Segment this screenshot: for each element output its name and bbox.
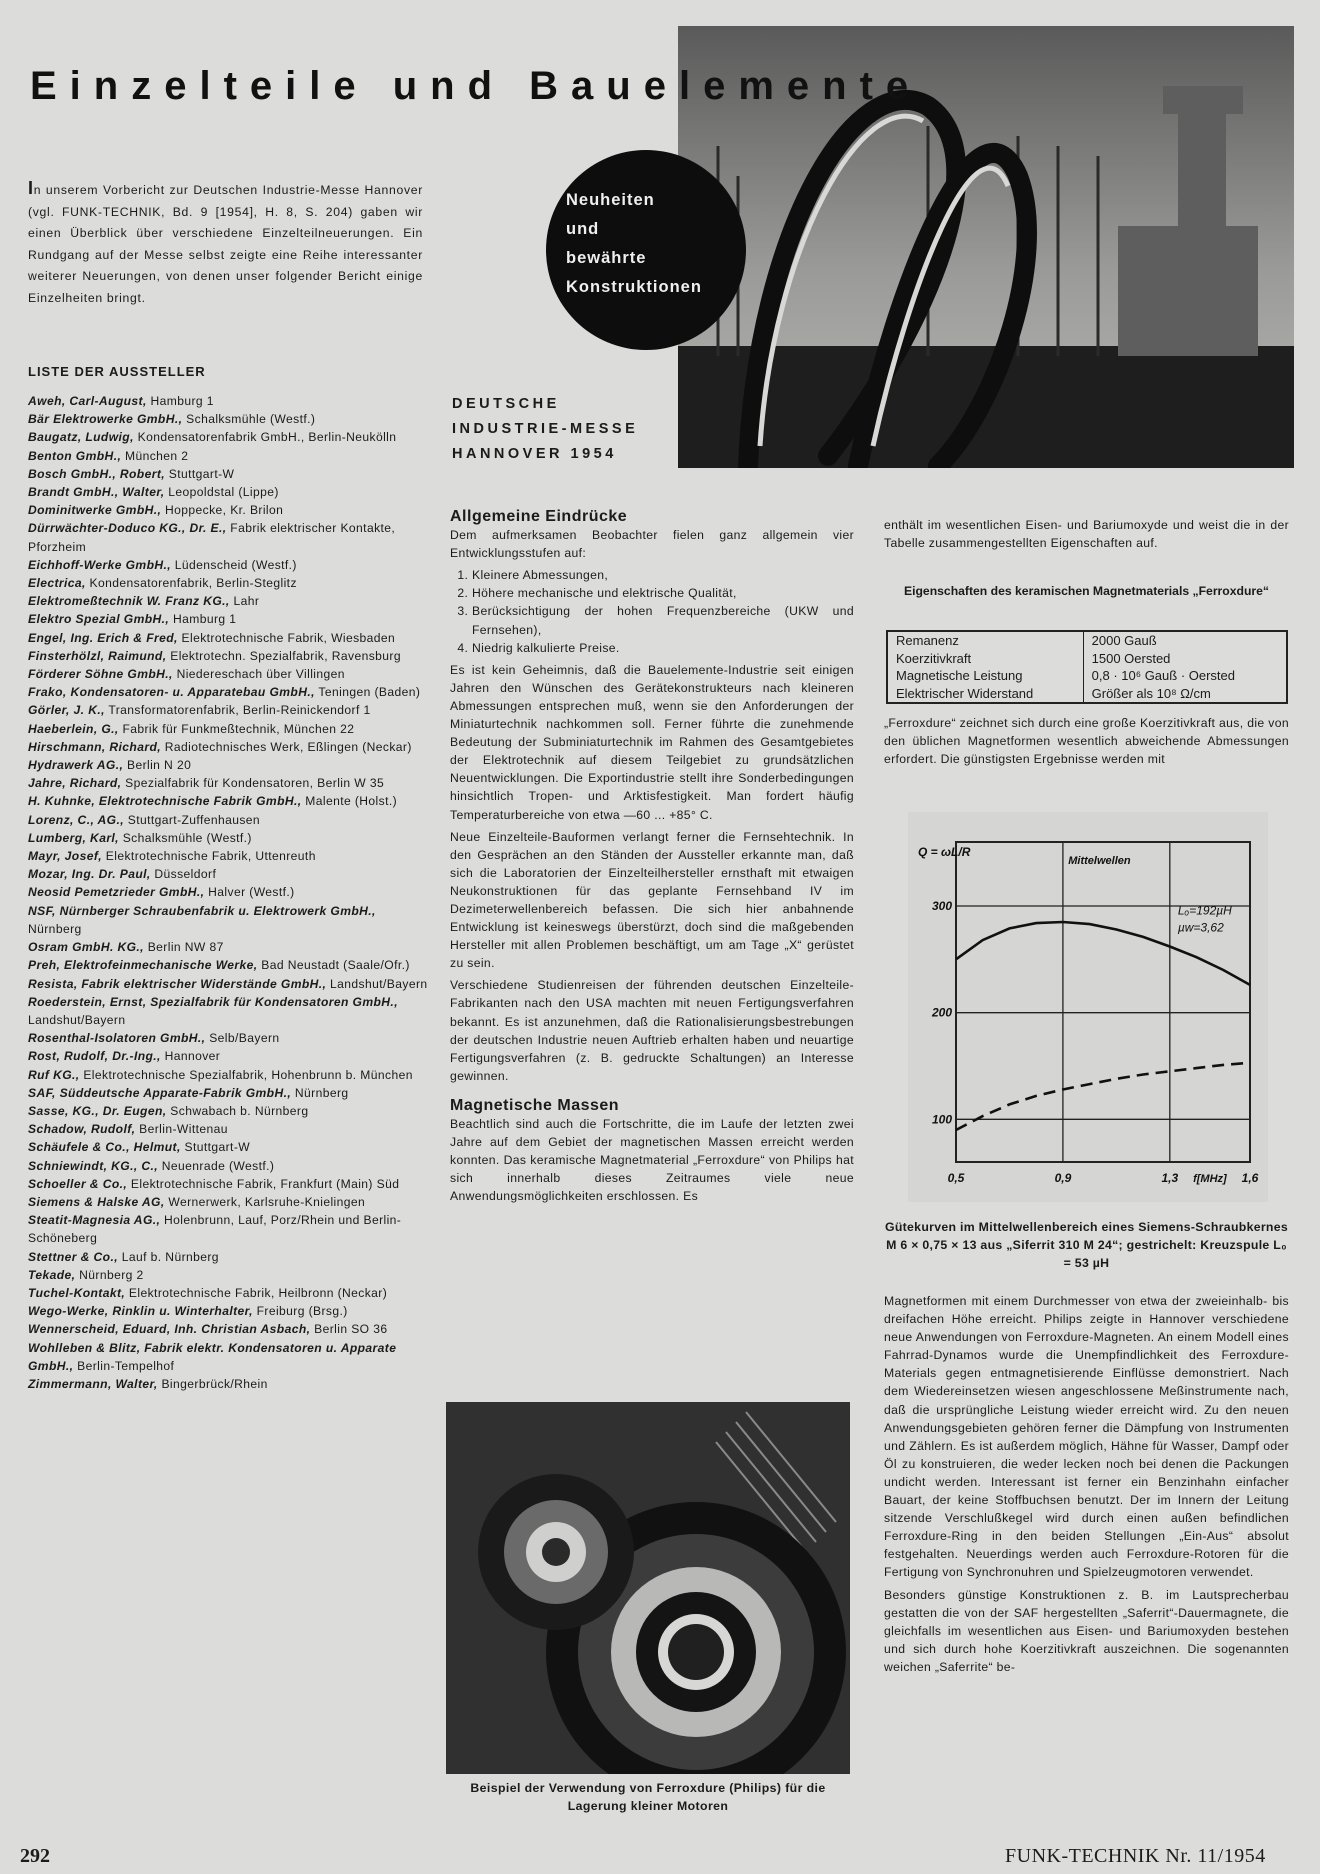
subtitle-circle <box>546 150 746 350</box>
exhibitor-detail: Stuttgart-W <box>165 466 235 481</box>
section-heading: Magnetische Massen <box>450 1096 620 1114</box>
exhibitor-detail: Kondensatorenfabrik, Berlin-Steglitz <box>85 576 297 591</box>
table-cell: Koerzitivkraft <box>887 650 1083 668</box>
development-list <box>450 566 854 656</box>
paragraph: Es ist kein Geheimnis, daß die Bauelemente-Industrie seit einigen Jahren den Wünschen des Gerätekonstrukteurs nach kleineren Abmessungen entsprechen muß, wenn sie den Anforderungen der Miniaturtechnik nachkommen soll. Ferner führte die zunehmende Bedeutung der Subminiaturtechnik im Rahmen des Gesamtgebietes der Elektrotechnik auf diesem Teilgebiet zu grundsätzlichen Neuentwicklungen. Die Exportindustrie stellt ihre Sonderbedingungen hinsichtlich Tropen- und Arktisfestigkeit. Man fordert häufig Temperaturbereiche von etwa —60 ... +85° C. <box>450 662 854 822</box>
paragraph: enthält im wesentlichen Eisen- und Bariumoxyde und weist die in der Tabelle zusammengestellten Eigenschaften auf. <box>884 518 1289 551</box>
exhibitor-detail: Berlin NW 87 <box>143 940 224 955</box>
exhibitor-detail: Schalksmühle (Westf.) <box>182 412 316 427</box>
exhibitor-detail: Lahr <box>229 594 260 609</box>
paragraph: Besonders günstige Konstruktionen z. B. im Lautsprecherbau gestatten die von der SAF hergestellten „Saferrit“-Dauermagnete, die gleichfalls im wesentlichen aus Eisen- und Bariumoxyden bestehen und sich durch hohe Koerzitivkraft auszeichnen. Die sogenannten weichen „Saferrite“ be- <box>884 1587 1289 1674</box>
exhibitor-detail: Hoppecke, Kr. Brilon <box>161 503 284 518</box>
exhibitor-detail: Wernerwerk, Karlsruhe-Knielingen <box>164 1194 366 1209</box>
y-tick-label: 100 <box>931 1112 952 1127</box>
exhibitor-detail: Berlin N 20 <box>123 758 192 773</box>
exhibitor-name: Aweh, Carl-August, <box>28 394 147 408</box>
table-row <box>887 685 1287 704</box>
article-column-2 <box>450 508 854 1209</box>
photo-caption: Beispiel der Verwendung von Ferroxdure (Philips) für die Lagerung kleiner Motoren <box>470 1781 826 1813</box>
exhibitor-name: Lorenz, C., AG., <box>28 812 124 827</box>
exhibitor-item <box>28 1248 428 1266</box>
exhibitor-name: Engel, Ing. Erich & Fred, <box>28 630 178 645</box>
circle-line: bewährte <box>566 249 647 267</box>
exhibitor-name: Steatit-Magnesia AG., <box>28 1213 161 1228</box>
circle-line: Neuheiten <box>566 191 655 209</box>
exhibitor-name: Schniewindt, KG., C., <box>28 1158 159 1173</box>
exhibitor-detail: Nürnberg 2 <box>75 1267 144 1282</box>
exhibitor-name: Elektromeßtechnik W. Franz KG., <box>28 594 230 609</box>
exhibitor-item <box>28 792 428 810</box>
exhibitor-name: Mayr, Josef, <box>28 849 103 864</box>
exhibitor-name: Sasse, KG., Dr. Eugen, <box>28 1103 167 1118</box>
exhibitor-detail: Nürnberg <box>28 921 82 936</box>
exhibitors-heading: LISTE DER AUSSTELLER <box>28 364 206 379</box>
exhibitor-item <box>28 665 428 683</box>
exhibitor-item <box>28 1157 428 1175</box>
exhibitor-name: Ruf KG., <box>28 1067 80 1082</box>
exhibitor-item <box>28 410 428 428</box>
exhibitor-name: Wennerscheid, Eduard, Inh. Christian Asbach, <box>28 1322 311 1337</box>
exhibitor-detail: Schwabach b. Nürnberg <box>166 1103 309 1118</box>
exhibitors-list <box>28 392 428 1393</box>
exhibitor-item <box>28 956 428 974</box>
exhibitor-item <box>28 975 428 993</box>
exhibitor-item <box>28 501 428 519</box>
exhibitor-item <box>28 1302 428 1320</box>
exhibitor-name: Siemens & Halske AG, <box>28 1194 165 1209</box>
exhibitor-name: Dürrwächter-Doduco KG., Dr. E., <box>28 521 227 536</box>
exhibitor-detail: Stuttgart-Zuffenhausen <box>124 812 261 827</box>
exhibitor-item <box>28 938 428 956</box>
page-number: 292 <box>20 1845 50 1867</box>
exhibitor-item <box>28 1084 428 1102</box>
exhibitor-name: Schoeller & Co., <box>28 1176 128 1191</box>
exhibitor-detail: Bingerbrück/Rhein <box>157 1376 268 1391</box>
exhibitor-item <box>28 647 428 665</box>
ferroxdure-motor-photo <box>446 1402 850 1774</box>
table-cell: 1500 Oersted <box>1091 650 1171 666</box>
exhibitor-name: Benton GmbH., <box>28 448 122 463</box>
fair-label-line: DEUTSCHE <box>452 396 560 412</box>
exhibitor-detail: Elektrotechnische Fabrik, Uttenreuth <box>102 849 316 864</box>
exhibitor-detail: Kondensatorenfabrik GmbH., Berlin-Neukölln <box>133 430 397 445</box>
exhibitor-item <box>28 1211 428 1247</box>
exhibitor-detail: Schalksmühle (Westf.) <box>118 830 252 845</box>
intro-paragraph <box>28 178 423 309</box>
list-item: 1. Kleinere Abmessungen, <box>472 566 854 584</box>
exhibitor-name: H. Kuhnke, Elektrotechnische Fabrik GmbH., <box>28 794 302 809</box>
table-cell: 2000 Gauß <box>1091 633 1157 648</box>
exhibitor-name: Lumberg, Karl, <box>28 830 119 845</box>
exhibitor-name: Roederstein, Ernst, Spezialfabrik für Kondensatoren GmbH., <box>28 994 398 1009</box>
paragraph: Beachtlich sind auch die Fortschritte, die im Laufe der letzten zwei Jahre auf dem Gebiet der magnetischen Massen erreicht werden konnten. Das keramische Magnetmaterial „Ferroxdure“ von Philips hat sich innerhalb dieses Zeitraumes viele neue Anwendungsmöglichkeiten erschlossen. Es <box>450 1117 854 1204</box>
exhibitor-item <box>28 392 428 410</box>
exhibitor-item <box>28 1284 428 1302</box>
exhibitor-item <box>28 592 428 610</box>
exhibitor-item <box>28 993 428 1029</box>
exhibitor-name: Zimmermann, Walter, <box>28 1376 158 1391</box>
exhibitor-detail: Spezialfabrik für Kondensatoren, Berlin W 35 <box>121 776 385 791</box>
exhibitor-detail: Bad Neustadt (Saale/Ofr.) <box>257 958 410 973</box>
exhibitor-name: SAF, Süddeutsche Apparate-Fabrik GmbH., <box>28 1085 292 1100</box>
exhibitor-item <box>28 574 428 592</box>
table-row <box>887 631 1287 650</box>
exhibitor-name: Wego-Werke, Rinklin u. Winterhalter, <box>28 1304 253 1319</box>
exhibitor-detail: Freiburg (Brsg.) <box>252 1304 348 1319</box>
drop-cap: I <box>28 178 34 198</box>
list-item: 4. Niedrig kalkulierte Preise. <box>472 639 854 657</box>
exhibitor-name: Mozar, Ing. Dr. Paul, <box>28 867 151 882</box>
section-heading: Allgemeine Eindrücke <box>450 508 628 525</box>
list-item: 3. Berücksichtigung der hohen Frequenzbereiche (UKW und Fernsehen), <box>472 602 854 638</box>
exhibitor-item <box>28 1029 428 1047</box>
exhibitor-item <box>28 829 428 847</box>
exhibitor-item <box>28 629 428 647</box>
exhibitor-item <box>28 1175 428 1193</box>
exhibitor-item <box>28 1320 428 1338</box>
chart-caption: Gütekurven im Mittelwellenbereich eines Siemens-Schraubkernes M 6 × 0,75 × 13 aus „Siferrit 310 M 24“; gestrichelt: Kreuzspule L₀ = 53 µH <box>884 1220 1289 1271</box>
exhibitor-item <box>28 865 428 883</box>
exhibitor-detail: München 2 <box>121 448 189 463</box>
exhibitor-name: Hydrawerk AG., <box>28 758 124 773</box>
exhibitor-item <box>28 483 428 501</box>
exhibitor-name: Wohlleben & Blitz, Fabrik elektr. Kondensatoren u. Apparate GmbH., <box>28 1340 397 1373</box>
exhibitor-detail: Elektrotechnische Fabrik, Heilbronn (Neckar) <box>125 1285 388 1300</box>
exhibitor-name: Haeberlein, G., <box>28 721 119 736</box>
exhibitor-item <box>28 883 428 901</box>
exhibitor-item <box>28 683 428 701</box>
exhibitor-detail: Berlin-Wittenau <box>135 1122 228 1137</box>
exhibitor-detail: Fabrik für Funkmeßtechnik, München 22 <box>118 721 355 736</box>
exhibitor-name: Görler, J. K., <box>28 703 105 718</box>
journal-footer: FUNK-TECHNIK Nr. 11/1954 <box>1005 1845 1266 1867</box>
fair-label-line: INDUSTRIE-MESSE <box>452 421 639 437</box>
paragraph: Verschiedene Studienreisen der führenden deutschen Einzelteile-Fabrikanten nach den USA machten mit neuen Fertigungsverfahren bekannt. Es ist anzunehmen, daß die Rationalisierungsbestrebungen der deutschen Industrie neuen Auftrieb erhalten haben und neuartige Fertigungsverfahren (z. B. gedruckte Schaltungen) an Interesse gewinnen. <box>450 978 854 1083</box>
exhibitor-detail: Berlin SO 36 <box>310 1322 388 1337</box>
page-title: Einzelteile und Bauelemente <box>30 64 922 108</box>
table-cell: Magnetische Leistung <box>887 667 1083 685</box>
exhibitor-name: Bosch GmbH., Robert, <box>28 466 166 481</box>
exhibitor-name: Schäufele & Co., Helmut, <box>28 1140 181 1155</box>
exhibitor-name: Osram GmbH. KG., <box>28 940 144 955</box>
exhibitor-detail: Berlin-Tempelhof <box>73 1358 175 1373</box>
exhibitor-name: Bär Elektrowerke GmbH., <box>28 412 183 427</box>
exhibitor-name: Resista, Fabrik elektrischer Widerstände GmbH., <box>28 976 327 991</box>
band-label: Mittelwellen <box>1068 855 1131 867</box>
table-title: Eigenschaften des keramischen Magnetmaterials „Ferroxdure“ <box>903 584 1270 598</box>
exhibitor-detail: Niedereschach über Villingen <box>172 667 345 682</box>
circle-line: und <box>566 220 600 238</box>
exhibitor-item <box>28 519 428 555</box>
exhibitor-item <box>28 447 428 465</box>
x-tick-label: 0,9 <box>1054 1171 1072 1185</box>
exhibitor-name: Jahre, Richard, <box>28 776 122 791</box>
table-cell: Elektrischer Widerstand <box>887 685 1083 704</box>
table-row <box>887 667 1287 685</box>
x-axis-label: f[MHz] <box>1193 1173 1227 1185</box>
exhibitor-name: Baugatz, Ludwig, <box>28 430 134 445</box>
exhibitor-detail: Leopoldstal (Lippe) <box>164 485 279 500</box>
exhibitor-name: Förderer Söhne GmbH., <box>28 667 173 682</box>
exhibitor-name: Elektro Spezial GmbH., <box>28 612 170 627</box>
exhibitor-item <box>28 1339 428 1375</box>
exhibitor-detail: Hamburg 1 <box>146 394 214 408</box>
annotation-permeability: µw=3,62 <box>1177 920 1224 935</box>
article-column-3-top <box>884 516 1289 556</box>
exhibitor-name: Hirschmann, Richard, <box>28 739 162 754</box>
exhibitor-name: Tekade, <box>28 1267 76 1282</box>
exhibitor-detail: Malente (Holst.) <box>301 794 398 809</box>
x-tick-label: 1,6 <box>1241 1171 1259 1185</box>
x-tick-label: 1,3 <box>1161 1171 1179 1185</box>
exhibitor-item <box>28 811 428 829</box>
exhibitor-detail: Hannover <box>160 1049 221 1064</box>
exhibitor-detail: Elektrotechnische Fabrik, Wiesbaden <box>177 630 396 645</box>
exhibitor-name: Electrica, <box>28 576 86 591</box>
exhibitor-detail: Holenbrunn, Lauf, Porz/Rhein und Berlin-Schöneberg <box>28 1213 402 1246</box>
exhibitor-name: Rosenthal-Isolatoren GmbH., <box>28 1031 206 1046</box>
exhibitor-item <box>28 465 428 483</box>
article-column-3-mid <box>884 714 1289 772</box>
exhibitor-item <box>28 1102 428 1120</box>
exhibitor-detail: Landshut/Bayern <box>326 976 428 991</box>
exhibitor-detail: Neuenrade (Westf.) <box>158 1158 275 1173</box>
table-row <box>887 650 1287 668</box>
exhibitor-detail: Landshut/Bayern <box>28 1012 126 1027</box>
y-tick-label: 300 <box>931 899 952 913</box>
exhibitor-item <box>28 720 428 738</box>
exhibitor-name: Brandt GmbH., Walter, <box>28 485 165 500</box>
exhibitor-detail: Radiotechnisches Werk, Eßlingen (Neckar) <box>161 739 412 754</box>
exhibitor-name: Tuchel-Kontakt, <box>28 1285 126 1300</box>
exhibitor-item <box>28 1375 428 1393</box>
exhibitor-name: Schadow, Rudolf, <box>28 1122 136 1137</box>
exhibitor-item <box>28 738 428 756</box>
article-column-3-bottom <box>884 1292 1289 1680</box>
exhibitor-item <box>28 428 428 446</box>
exhibitor-detail: Lauf b. Nürnberg <box>118 1249 219 1264</box>
paragraph: „Ferroxdure“ zeichnet sich durch eine große Koerzitivkraft aus, die von den üblichen Magnetformen wesentlich abweichende Abmessungen erfordert. Die günstigsten Ergebnisse werden mit <box>884 716 1289 767</box>
exhibitor-item <box>28 556 428 574</box>
exhibitor-detail: Selb/Bayern <box>205 1031 280 1046</box>
exhibitor-item <box>28 1138 428 1156</box>
exhibitor-name: Finsterhölzl, Raimund, <box>28 648 167 663</box>
exhibitor-detail: Transformatorenfabrik, Berlin-Reinickendorf 1 <box>104 703 371 718</box>
y-tick-label: 200 <box>931 1005 952 1020</box>
exhibitor-item <box>28 756 428 774</box>
exhibitor-item <box>28 1266 428 1284</box>
list-item: 2. Höhere mechanische und elektrische Qualität, <box>472 584 854 602</box>
circle-line: Konstruktionen <box>566 278 702 296</box>
fair-label-line: HANNOVER 1954 <box>452 446 617 462</box>
exhibitor-detail: Stuttgart-W <box>180 1140 251 1155</box>
table-cell: Größer als 10⁸ Ω/cm <box>1091 685 1211 701</box>
chart-svg <box>908 812 1268 1202</box>
fair-label <box>452 392 638 467</box>
exhibitor-detail: Fabrik elektrischer Kontakte, Pforzheim <box>28 521 396 554</box>
paragraph: Magnetformen mit einem Durchmesser von etwa der zweieinhalb- bis dreifachen Höhe erreicht. Philips zeigte in Hannover verschiedene neue Anwendungen von Ferroxdure-Magneten. An einem Modell eines Fahrrad-Dynamos wurde die Unempfindlichkeit des Ferroxdure-Materials gegen entmagnetisierende Einflüsse demonstriert. Nach dem Wiedereinsetzen wiesen angeschlossene Meßinstrumente nach, daß die ursprüngliche Leistung wieder erreicht wird. Zu den neuen Anwendungsgebieten gehören ferner die Dämpfung von Instrumenten und Zählern. Es ist außerdem möglich, Hähne für Wasser, Dampf oder Öl zu konstruieren, die weder lecken noch bei denen die Packungen undicht werden. Interessant ist ferner ein Benzinhahn einfacher Bauart, der keine Stoffbuchsen benutzt. Der im Innern der Leitung sitzende Verschlußkegel wird durch einen außen befindlichen Ferroxdure-Ring in den beiden Stellungen „Ein-Aus“ absolut festgehalten. Neuerdings werden auch Ferroxdure-Rotoren für die Fertigung von Synchronuhren und Spielzeugmotoren verwendet. <box>884 1294 1289 1580</box>
exhibitor-detail: Hamburg 1 <box>169 612 237 627</box>
exhibitor-item <box>28 1066 428 1084</box>
exhibitor-detail: Teningen (Baden) <box>314 685 421 700</box>
x-tick-label: 0,5 <box>947 1171 965 1185</box>
exhibitor-detail: Elektrotechnische Spezialfabrik, Hohenbrunn b. München <box>79 1067 413 1082</box>
exhibitor-detail: Nürnberg <box>291 1085 349 1100</box>
exhibitor-detail: Düsseldorf <box>150 867 217 882</box>
exhibitor-item <box>28 847 428 865</box>
exhibitor-detail: Elektrotechn. Spezialfabrik, Ravensburg <box>166 648 401 663</box>
exhibitor-name: Preh, Elektrofeinmechanische Werke, <box>28 958 258 973</box>
exhibitor-name: Neosid Pemetzrieder GmbH., <box>28 885 205 900</box>
properties-table <box>886 630 1288 704</box>
exhibitor-detail: Lüdenscheid (Westf.) <box>171 557 297 572</box>
intro-text: n unserem Vorbericht zur Deutschen Industrie-Messe Hannover (vgl. FUNK-TECHNIK, Bd. 9 [1954], H. 8, S. 204) gaben wir einen Überblick über verschiedene Einzelteilneuerungen. Ein Rundgang auf der Messe selbst zeigte eine Reihe interessanter weiterer Neuerungen, von denen unser folgender Bericht einige Einzelheiten bringt. <box>28 183 423 305</box>
exhibitor-item <box>28 774 428 792</box>
annotation-inductance: Lₒ=192µH <box>1177 903 1232 918</box>
exhibitor-name: Dominitwerke GmbH., <box>28 503 162 518</box>
quality-curve-chart <box>908 812 1268 1202</box>
exhibitor-detail: Elektrotechnische Fabrik, Frankfurt (Main) Süd <box>127 1176 400 1191</box>
paragraph: Dem aufmerksamen Beobachter fielen ganz allgemein vier Entwicklungsstufen auf: <box>450 528 854 561</box>
plot-frame <box>956 842 1250 1162</box>
table-cell: Remanenz <box>887 631 1083 650</box>
exhibitor-detail: Halver (Westf.) <box>204 885 295 900</box>
exhibitor-name: Frako, Kondensatoren- u. Apparatebau GmbH., <box>28 685 315 700</box>
exhibitor-name: Rost, Rudolf, Dr.-Ing., <box>28 1049 161 1064</box>
exhibitor-item <box>28 610 428 628</box>
exhibitor-name: Eichhoff-Werke GmbH., <box>28 557 172 572</box>
table-cell: 0,8 · 10⁶ Gauß · Oersted <box>1091 668 1235 683</box>
exhibitor-item <box>28 1120 428 1138</box>
y-axis-label: Q = ωL/R <box>918 845 971 859</box>
exhibitor-item <box>28 1193 428 1211</box>
paragraph: Neue Einzelteile-Bauformen verlangt ferner die Fernsehtechnik. In den Gesprächen an den Ständen der Aussteller erkannte man, daß sich die Laboratorien der Einzelteilhersteller ernsthaft mit etwaigen Neukonstruktionen für das geplante Fernsehband IV im Dezimeterwellenbereich befassen. Die sich hier anbahnende Entwicklung ist keineswegs überstürzt, doch sind die maßgebenden Hersteller mit allen Problemen beschäftigt, um am Tage „X“ gerüstet zu sein. <box>450 829 854 971</box>
exhibitor-item <box>28 701 428 719</box>
exhibitor-name: Stettner & Co., <box>28 1249 118 1264</box>
exhibitor-item <box>28 1047 428 1065</box>
exhibitor-item <box>28 902 428 938</box>
exhibitor-name: NSF, Nürnberger Schraubenfabrik u. Elektrowerk GmbH., <box>28 903 376 918</box>
